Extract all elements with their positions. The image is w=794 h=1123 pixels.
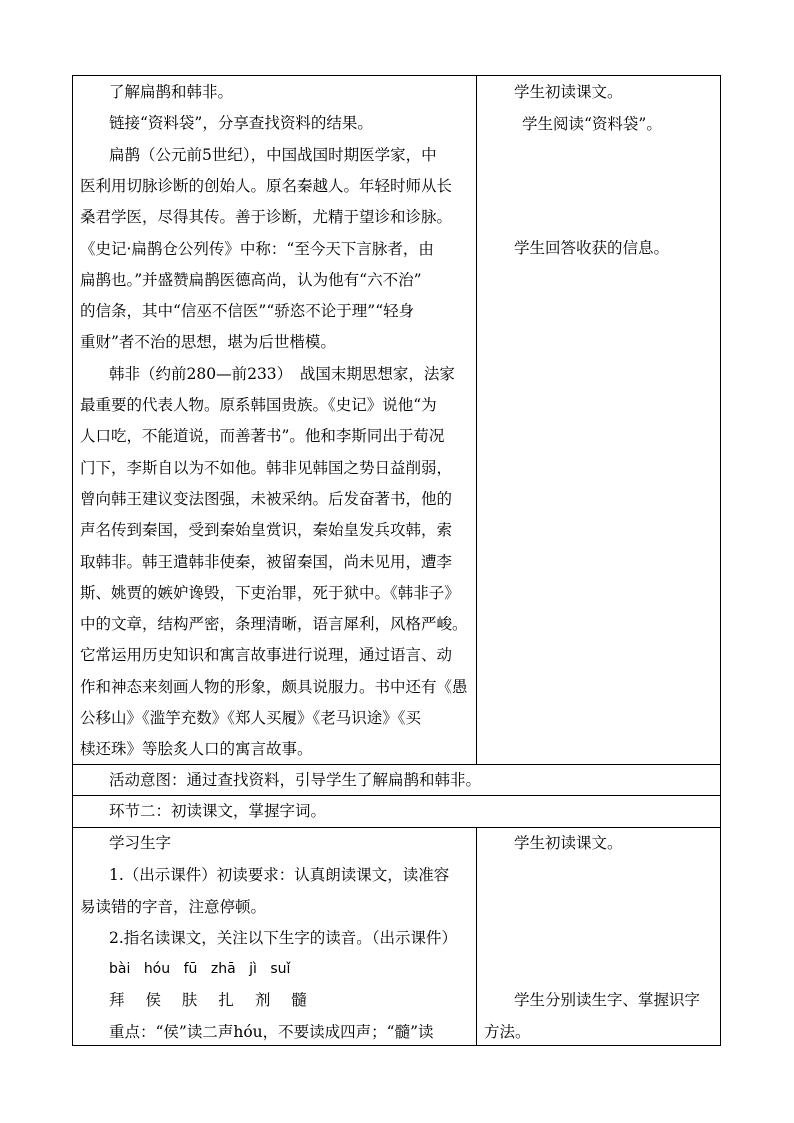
character-item: 肤 [181,991,198,1009]
paragraph-line: 扁鹊（公元前5世纪），中国战国时期医学家，中 [109,145,437,164]
character-item: 剂 [254,991,271,1009]
learn-characters-heading: 学习生字 [109,834,172,852]
column-divider-bottom [476,827,477,1046]
pinyin-item: hóu [143,961,171,977]
instruction-line-2: 易读错的字音，注意停顿。 [80,898,267,916]
paragraph-line: 扁鹊也。”并盛赞扁鹊医德高尚，认为他有“六不治” [80,270,422,289]
paragraph-line: 最重要的代表人物。原系韩国贵族。《史记》说他“为 [80,396,437,414]
pinyin-item: zhā [210,961,236,977]
paragraph-line: 它常运用历史知识和寓言故事进行说理，通过语言、动 [80,646,453,665]
row-divider-intent [73,764,720,765]
character-item: 侯 [145,991,161,1009]
pinyin-item: suǐ [270,961,291,977]
pinyin-item: jì [249,961,257,977]
character-item: 拜 [109,991,125,1009]
paragraph-line: 中的文章，结构严密，条理清晰，语言犀利，风格严峻。 [80,615,468,634]
right-note-read-characters: 学生分别读生字、掌握识字 [514,991,701,1009]
right-note-first-read-2: 学生初读课文。 [514,834,623,852]
character-item: 髓 [291,991,307,1009]
pronunciation-key-point: 重点：“侯”读二声hóu，不要读成四声；“髓”读 [109,1023,434,1041]
pinyin-item: fū [183,961,198,977]
paragraph-line: 人口吃，不能道说，而善著书”。他和李斯同出于荀况 [80,427,445,446]
pinyin-item: bài [109,961,131,977]
paragraph-line: 取韩非。韩王遣韩非使秦，被留秦国，尚未见用，遭李 [80,552,453,571]
paragraph-line: 公移山》《滥竽充数》《郑人买履》《老马识途》《买 [80,709,422,727]
right-note-first-read: 学生初读课文。 [514,83,623,101]
paragraph-line: 了解扁鹊和韩非。 [109,83,234,101]
paragraph-line: 门下，李斯自以为不如他。韩非见韩国之势日益削弱， [80,458,453,477]
activity-intent: 活动意图：通过查找资料，引导学生了解扁鹊和韩非。 [109,771,482,789]
paragraph-line: 《史记·扁鹊仓公列传》中称：“至今天下言脉者，由 [80,239,434,258]
paragraph-line: 椟还珠》等脍炙人口的寓言故事。 [80,740,313,759]
pinyin-row [109,959,299,979]
paragraph-line: 斯、姚贾的嫉妒谗毁，下吏治罪，死于狱中。《韩非子》 [80,583,460,602]
step-two-heading: 环节二：初读课文，掌握字词。 [109,802,327,820]
instruction-line-3: 2.指名读课文，关注以下生字的读音。（出示课件） [109,929,458,947]
paragraph-line: 的信条，其中“信巫不信医”“骄恣不论于理”“轻身 [80,302,415,321]
paragraph-line: 桑君学医，尽得其传。善于诊断，尤精于望诊和诊脉。 [80,208,453,227]
paragraph-line: 链接“资料袋”，分享查找资料的结果。 [109,114,373,133]
paragraph-line: 医利用切脉诊断的创始人。原名秦越人。年轻时师从长 [80,176,453,195]
character-row [109,990,323,1010]
column-divider-top [476,76,477,764]
right-note-answer: 学生回答收获的信息。 [514,239,670,257]
paragraph-line: 韩非（约前280—前233） 战国末期思想家，法家 [109,364,455,383]
right-note-method: 方法。 [484,1023,531,1041]
paragraph-line: 声名传到秦国，受到秦始皇赏识，秦始皇发兵攻韩，索 [80,521,453,540]
row-divider-step2 [73,795,720,796]
paragraph-line: 曾向韩王建议变法图强，未被采纳。后发奋著书，他的 [80,489,453,508]
character-item: 扎 [218,991,234,1009]
row-divider-section2 [73,827,720,828]
paragraph-line: 作和神态来刻画人物的形象，颇具说服力。书中还有《愚 [80,677,468,696]
instruction-line-1: 1.（出示课件）初读要求：认真朗读课文，读准容 [109,866,450,884]
paragraph-line: 重财”者不治的思想，堪为后世楷模。 [80,333,336,352]
right-note-read-resource: 学生阅读“资料袋”。 [522,115,662,133]
